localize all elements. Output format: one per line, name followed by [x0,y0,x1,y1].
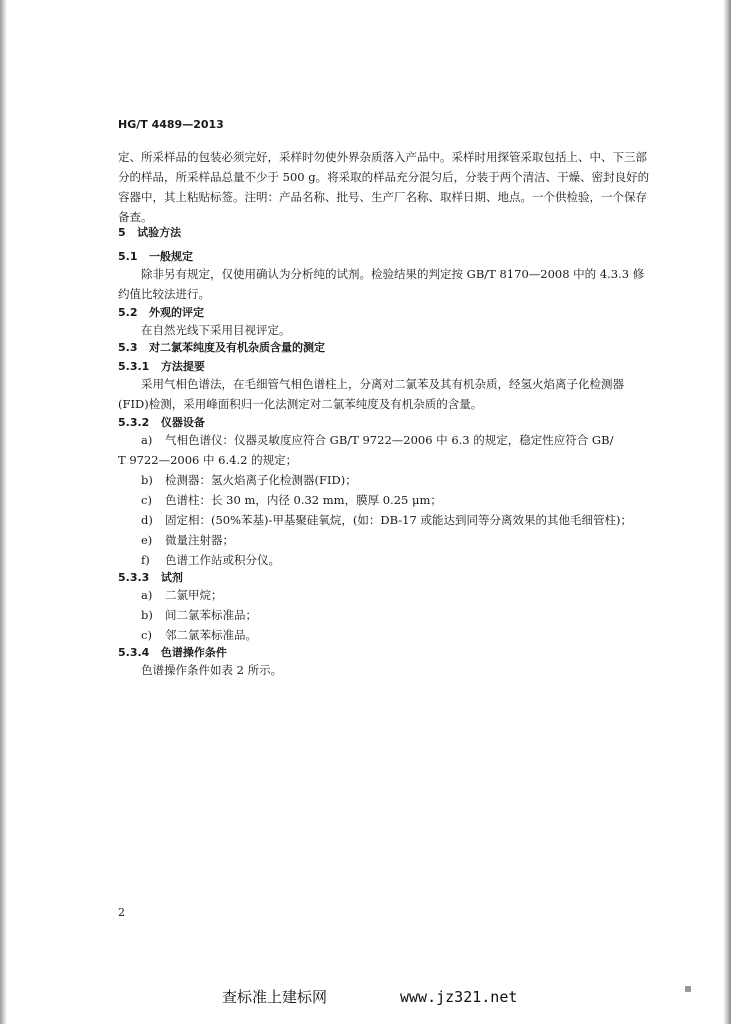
section-title: 试剂 [160,571,183,584]
list-item-text: 间二氯苯标准品； [165,608,257,622]
list-item-label: c) [141,628,152,642]
section-number: 5.1 [118,250,138,263]
section-5-1-heading [118,250,193,264]
section-5-2-heading [118,306,204,320]
list-item-label: e) [141,533,153,547]
section-number: 5.3.2 [118,416,150,429]
scan-edge-right [723,0,731,1024]
watermark-url: www.jz321.net [400,988,518,1006]
list-item-text: 微量注射器； [165,533,234,547]
paragraph-line: 定、所采样品的包装必须完好，采样时勿使外界杂质落入产品中。采样时用探管采取包括上、中、下三部 [118,150,647,164]
section-number: 5.3.4 [118,646,150,659]
paragraph-line: (FID)检测，采用峰面积归一化法测定对二氯苯纯度及有机杂质的含量。 [118,397,483,411]
paragraph-line: 约值比较法进行。 [118,287,210,301]
list-item-text: 固定相：(50%苯基)-甲基聚硅氧烷，(如：DB-17 或能达到同等分离效果的其他毛细管柱)； [165,513,632,527]
paragraph-line: 备查。 [118,210,153,224]
section-number: 5.3.1 [118,360,150,373]
list-item-text: 色谱工作站或积分仪。 [165,553,280,567]
list-item-label: a) [141,588,153,602]
section-5-3-2-heading [118,416,205,430]
section-5-heading [118,226,181,240]
list-item-label: b) [141,608,153,622]
paragraph-line: 色谱操作条件如表 2 所示。 [141,663,283,677]
list-item-text: 邻二氯苯标准品。 [165,628,257,642]
list-item-text: 检测器：氢火焰离子化检测器(FID)； [165,473,357,487]
paragraph-line: 采用气相色谱法，在毛细管气相色谱柱上，分离对二氯苯及其有机杂质，经氢火焰离子化检测器 [141,377,624,391]
section-number: 5 [118,226,126,239]
list-item-text: 二氯甲烷； [165,588,223,602]
list-item-text: 色谱柱：长 30 m，内径 0.32 mm，膜厚 0.25 μm； [165,493,442,507]
section-number: 5.2 [118,306,138,319]
section-title: 对二氯苯纯度及有机杂质含量的测定 [149,341,325,354]
section-number: 5.3 [118,341,138,354]
section-number: 5.3.3 [118,571,150,584]
list-item-label: d) [141,513,153,527]
list-item-label: c) [141,493,152,507]
section-title: 仪器设备 [160,416,205,429]
standard-number-header: HG/T 4489—2013 [118,118,224,131]
list-item-label: f) [141,553,150,567]
section-5-3-4-heading [118,646,227,660]
section-5-3-1-heading [118,360,205,374]
section-5-3-3-heading [118,571,183,585]
section-5-3-heading [118,341,325,355]
paragraph-line: 在自然光线下采用目视评定。 [141,323,291,337]
list-item-label: b) [141,473,153,487]
scan-edge-left [0,0,7,1024]
scan-speck [685,986,691,992]
section-title: 试验方法 [137,226,182,239]
paragraph-line: 容器中，其上粘贴标签。注明：产品名称、批号、生产厂名称、取样日期、地点。一个供检验，一个保存 [118,190,647,204]
section-title: 外观的评定 [149,306,204,319]
section-title: 一般规定 [149,250,193,263]
list-item-continuation: T 9722—2006 中 6.4.2 的规定； [118,453,298,467]
page-number: 2 [118,906,125,919]
paragraph-line: 分的样品，所采样品总量不少于 500 g。将采取的样品充分混匀后，分装于两个清洁、干燥、密封良好的 [118,170,650,184]
list-item-text: 气相色谱仪：仪器灵敏度应符合 GB/T 9722—2006 中 6.3 的规定，稳定性应符合 GB/ [165,433,614,447]
section-title: 色谱操作条件 [160,646,227,659]
watermark-site-name: 查标准上建标网 [222,988,328,1006]
section-title: 方法提要 [160,360,205,373]
paragraph-line: 除非另有规定，仅使用确认为分析纯的试剂。检验结果的判定按 GB/T 8170—2008 中的 4.3.3 修 [141,267,645,281]
list-item-label: a) [141,433,153,447]
